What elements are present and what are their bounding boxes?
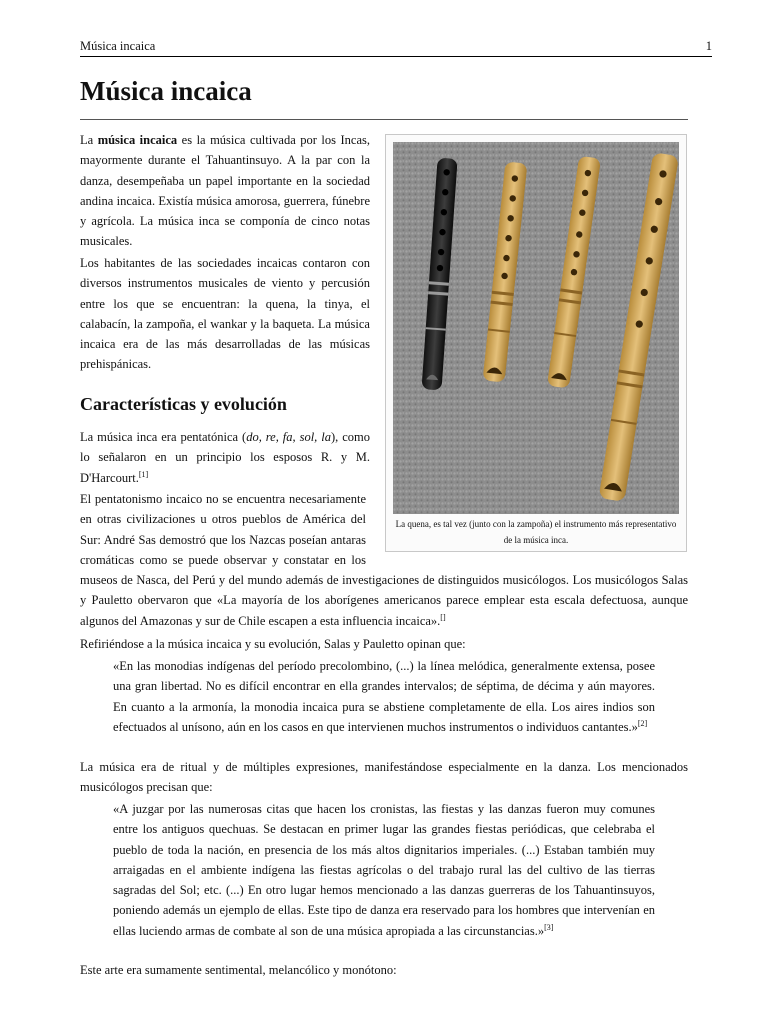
article-title: Música incaica (80, 76, 252, 106)
intro-paragraph-1: La música incaica es la música cultivada por los Incas, mayormente durante el Tahuantinsuyo. A la par con la danza, desempeñaba un papel importante en la sociedad andina incaica. Existía música amorosa, guerrera, fúnebre y agrícola. La música inca se componía de cinco notas musicales. (80, 133, 371, 249)
ref-2[interactable]: [2] (637, 718, 648, 728)
section-paragraph-2: El pentatonismo incaico no se encuentra necesariamente en otras civilizaciones u otros pueblos de América del Sur: André Sas demostró que los Nazcas poseían antaras cromáticas como se puede observar y constatar en los museos de Nasca, del Perú y del mundo además de investigaciones de distinguidos musicólogos. Los musicólogos Salas y Pauletto obervaron que «La mayoría de los aborígenes americanos parece emplear esta escala defectuosa, aunque algunos del Amazonas y sur de Chile escapen a esta influencia incaica».[] (80, 489, 688, 631)
page-header (80, 38, 712, 57)
title-divider (80, 119, 688, 120)
section-paragraph-5: Este arte era sumamente sentimental, melancólico y monótono: (80, 963, 397, 977)
quote-1: «En las monodias indígenas del período precolombino, (...) la línea melódica, generalmente extensa, posee una gran libertad. No es difícil encontrar en ella grandes intervalos; de séptima, de décima y aún mayores. En cuanto a la armonía, la monodia incaica pura se abstiene completamente de ella. Los aires indios son efectuados al unísono, aún en los casos en que intervienen muchos instrumentos o individuos cantantes.»[2] (113, 659, 655, 734)
ref-1[interactable]: [1] (138, 469, 149, 479)
section-heading: Características y evolución (80, 394, 287, 414)
section-paragraph-4: La música era de ritual y de múltiples expresiones, manifestándose especialmente en la danza. Los mencionados musicólogos precisan que: (80, 760, 688, 795)
ref-missing[interactable]: [] (440, 612, 446, 622)
figure-wrap-spacer (366, 489, 688, 569)
section-paragraph-1: La música inca era pentatónica (do, re, fa, sol, la), como lo señalaron en un principio los esposos R. y M. D'Harcourt.[1] (80, 430, 371, 485)
figure-caption: La quena, es tal vez (junto con la zampoña) el instrumento más representativo de la música inca. (395, 519, 677, 545)
ref-3[interactable]: [3] (544, 922, 554, 932)
notes-italic: do, re, fa, sol, la (246, 430, 331, 444)
intro-paragraph-2: Los habitantes de las sociedades incaicas contaron con diversos instrumentos musicales de viento y percusión entre los que se encuentran: la quena, la tinya, el calabacín, la zampoña, el wankar y la baqueta. La música incaica era de las más desarrolladas de las músicas prehispánicas. (80, 256, 370, 372)
page-number: 1 (705, 39, 712, 53)
quena-flutes-photo (393, 142, 679, 514)
bold-term: música incaica (97, 133, 178, 147)
quote-2: «A juzgar por las numerosas citas que hacen los cronistas, las fiestas y las danzas fueron muy comunes entre los antiguos quechuas. Se destacan en primer lugar las grandes fiestas periódicas, que celebraba el pueblo de toda la nación, en presencia de los más altos dignitarios imperiales. (...) Estaban también muy arraigadas en el ambiente indígena las fiestas agrícolas o del trabajo rural las del cultivo de las tierras sagradas del Sol; etc. (...) En otro lugar hemos mencionado a las danzas guerreras de los Tahuantinsuyos, poniendo además un ejemplo de ellas. Este tipo de danza era reservado para los hombres que intervenían en ellas luciendo armas de combate al son de una música apropiada a las circunstancias.»[3] (113, 802, 655, 938)
section-paragraph-3: Refiriéndose a la música incaica y su evolución, Salas y Pauletto opinan que: (80, 637, 466, 651)
header-title: Música incaica (80, 39, 156, 53)
